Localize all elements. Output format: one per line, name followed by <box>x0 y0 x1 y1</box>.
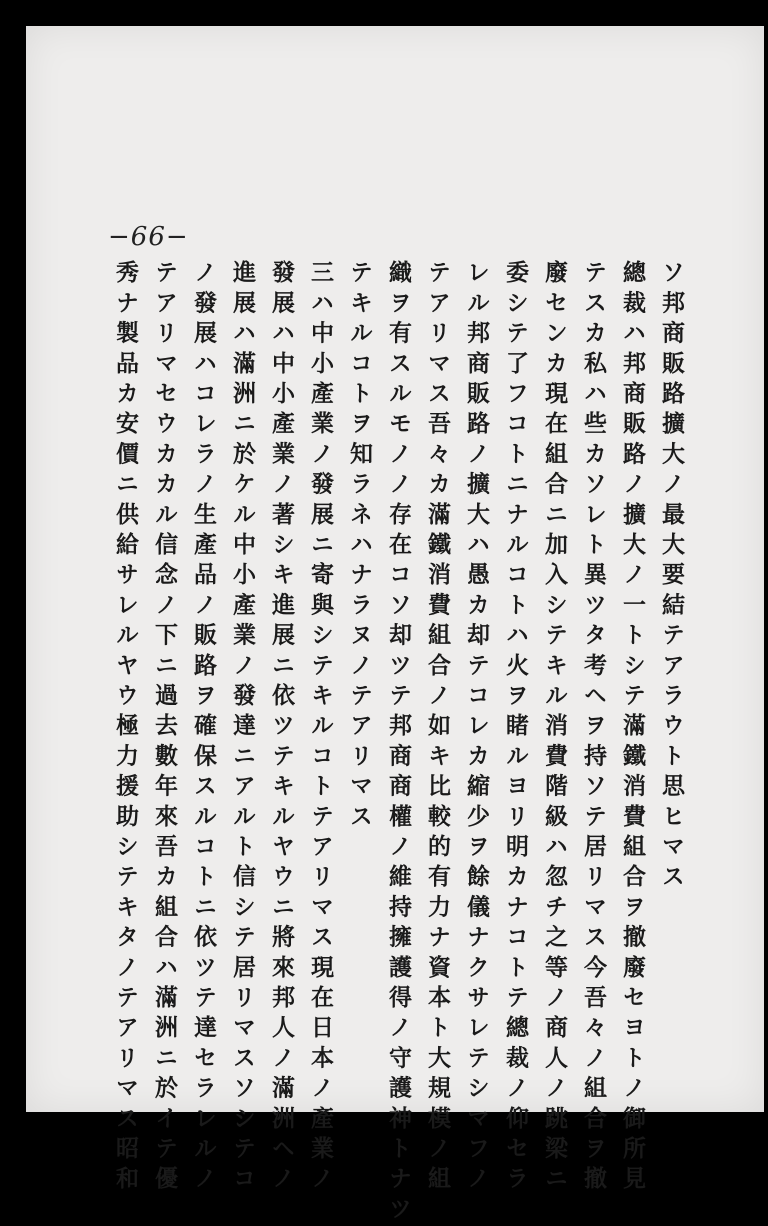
text-column-8: 織ヲ有スルモノノ存在コソ却ツテ邦商商權ノ維持擁護得ノ守護神トナツ <box>385 260 412 1226</box>
text-column-11: 發展ハ中小產業ノ著シキ進展ニ依ツテキルヤウニ將來邦人ノ滿洲ヘノ <box>268 260 295 1197</box>
text-column-13: ノ發展ハコレラノ生產品ノ販路ヲ確保スルコトニ依ツテ達セラレルノ <box>190 260 217 1197</box>
text-column-15: 秀ナ製品カ安價ニ供給サレルヤウ極力援助シテキタノテアリマス昭和 <box>112 260 139 1197</box>
text-column-4: 廢センカ現在組合ニ加入シテキル消費階級ハ忽チ之等ノ商人ノ跳梁ニ <box>541 260 568 1197</box>
text-column-7: テアリマス吾々カ滿鐵消費組合ノ如キ比較的有力ナ資本ト大規模ノ組 <box>424 260 451 1197</box>
text-column-9: テキルコトヲ知ラネハナラヌノテアリマス <box>346 260 373 834</box>
text-column-5: 委シテ了フコトニナルコトハ火ヲ睹ルヨリ明カナコトテ總裁ノ仰セラ <box>502 260 529 1197</box>
text-column-10: 三ハ中小產業ノ發展ニ寄與シテキルコトテアリマス現在日本ノ產業ノ <box>307 260 334 1197</box>
text-column-1: ソ邦商販路擴大ノ最大要結テアラウト思ヒマス <box>658 260 685 895</box>
text-column-3: テスカ私ハ些カソレト異ツタ考ヘヲ持ソテ居リマス今吾々ノ組合ヲ撤 <box>580 260 607 1197</box>
text-column-6: レル邦商販路ノ擴大ハ愚カ却テコレカ縮少ヲ餘儀ナクサレテシマフノ <box>463 260 490 1197</box>
text-column-14: テアリマセウカカル信念ノ下ニ過去數年來吾カ組合ハ滿洲ニ於イテ優 <box>151 260 178 1197</box>
document-page <box>26 26 764 1226</box>
text-column-12: 進展ハ滿洲ニ於ケル中小產業ノ發達ニアルト信シテ居リマスソシテコ <box>229 260 256 1197</box>
text-column-2: 總裁ハ邦商販路ノ擴大ノ一トシテ滿鐵消費組合ヲ撤廢セヨトノ御所見 <box>619 260 646 1197</box>
page-number: −66− <box>108 222 189 252</box>
